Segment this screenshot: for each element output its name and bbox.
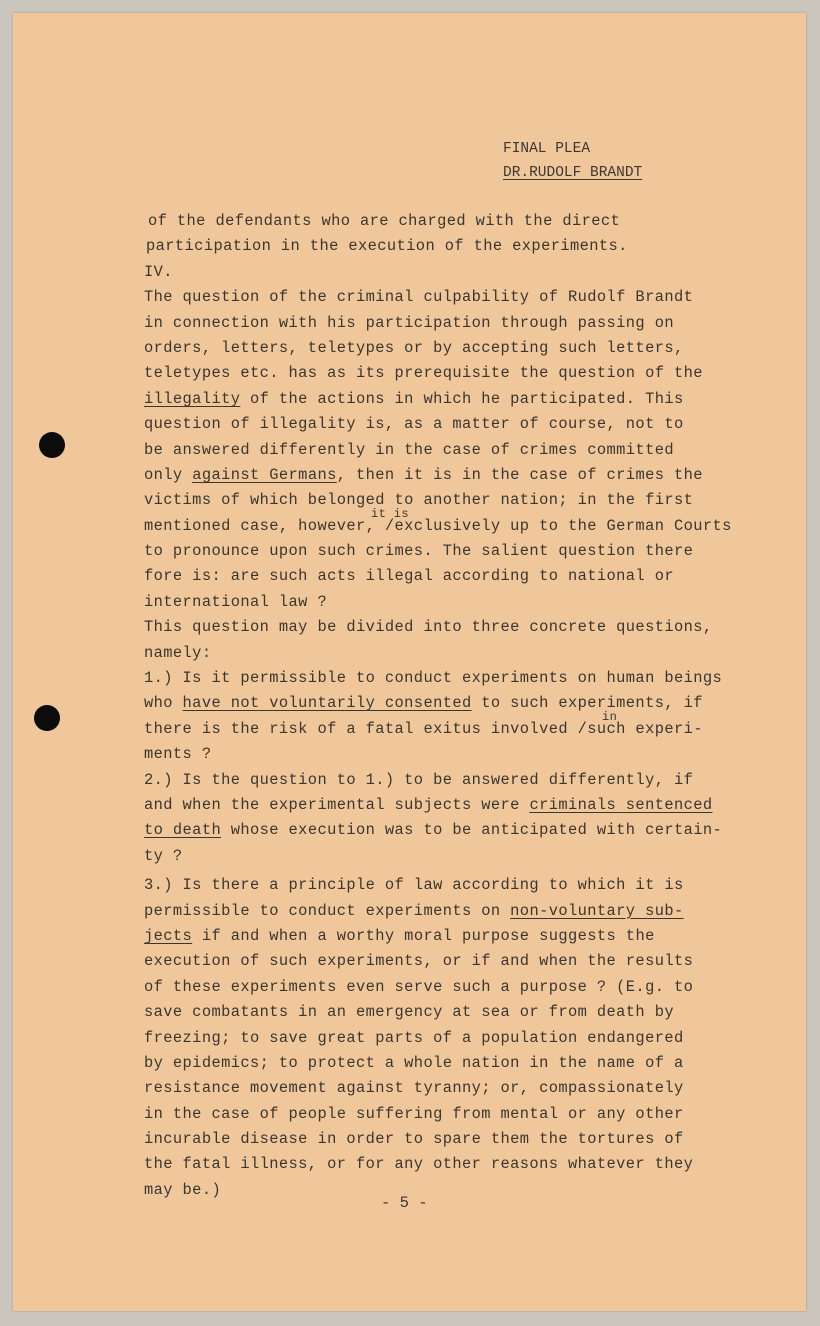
text-line: ty ? (144, 846, 183, 865)
text-line: of the defendants who are charged with the direct (148, 212, 621, 230)
text-line: to death whose execution was to be anticipated with certain- (144, 821, 723, 840)
text-line: namely: (144, 643, 212, 662)
text-line: resistance movement against tyranny; or, compassionately (144, 1079, 684, 1098)
text-line: This question may be divided into three concrete questions, (144, 618, 713, 637)
underlined-term: illegality (144, 389, 241, 408)
punch-hole-upper (39, 432, 65, 458)
document-body (144, 209, 784, 1203)
underlined-term: jects (144, 926, 193, 945)
text-line: question of illegality is, as a matter of course, not to (144, 415, 684, 434)
document-page (13, 13, 806, 1311)
text-line: illegality of the actions in which he participated. This (144, 389, 684, 408)
text-line: it is mentioned case, however, /exclusively up to the German Courts (144, 514, 784, 539)
interlinear-insertion: it is (371, 506, 410, 521)
text-line: jects if and when a worthy moral purpose suggests the (144, 926, 655, 945)
text-line: teletypes etc. has as its prerequisite the question of the (144, 364, 703, 383)
text-line: in the case of people suffering from mental or any other (144, 1104, 684, 1123)
text-line: may be.) (144, 1180, 222, 1199)
text-line: international law ? (144, 592, 328, 611)
text-line: incurable disease in order to spare them the tortures of (144, 1130, 684, 1149)
text-line: execution of such experiments, or if and when the results (144, 952, 694, 971)
text-line: ments ? (144, 745, 212, 764)
underlined-term: to death (144, 821, 222, 840)
text-line: permissible to conduct experiments on non-voluntary sub- (144, 901, 684, 920)
text-line: in there is the risk of a fatal exitus involved /such experi- (144, 717, 784, 742)
text-line: in connection with his participation through passing on (144, 313, 674, 332)
text-line: to pronounce upon such crimes. The salient question there (144, 542, 694, 561)
text-line: orders, letters, teletypes or by accepting such letters, (144, 338, 684, 357)
text-line: only against Germans, then it is in the case of crimes the (144, 465, 703, 484)
text-line: participation in the execution of the experiments. (146, 237, 628, 256)
text-line: by epidemics; to protect a whole nation in the name of a (144, 1053, 684, 1072)
text-line: freezing; to save great parts of a population endangered (144, 1028, 684, 1047)
text-line: The question of the criminal culpability of Rudolf Brandt (144, 288, 694, 307)
text-line: be answered differently in the case of crimes committed (144, 440, 674, 459)
underlined-term: criminals sentenced (529, 795, 713, 814)
underlined-term: non-voluntary sub- (510, 901, 684, 920)
text-line: the fatal illness, or for any other reasons whatever they (144, 1155, 694, 1174)
text-line: fore is: are such acts illegal according to national or (144, 567, 674, 586)
text-line: and when the experimental subjects were criminals sentenced (144, 795, 713, 814)
text-line: who have not voluntarily consented to such experiments, if (144, 694, 703, 713)
underlined-term: against Germans (192, 465, 337, 484)
header-defendant: DR.RUDOLF BRANDT (503, 165, 643, 181)
interlinear-insertion: in (602, 709, 618, 724)
text-line: 2.) Is the question to 1.) to be answered differently, if (144, 770, 694, 789)
page-header (503, 137, 642, 185)
section-heading: IV. (144, 262, 173, 281)
underlined-term: have not voluntarily consented (182, 694, 472, 713)
punch-hole-lower (34, 705, 60, 731)
text-line: victims of which belonged to another nation; in the first (144, 491, 694, 510)
text-line: save combatants in an emergency at sea or from death by (144, 1003, 674, 1022)
text-line: 3.) Is there a principle of law according to which it is (144, 876, 684, 895)
text-line: 1.) Is it permissible to conduct experiments on human beings (144, 669, 723, 688)
page-number: - 5 - (381, 1194, 428, 1212)
text-line: of these experiments even serve such a purpose ? (E.g. to (144, 977, 694, 996)
header-title: FINAL PLEA (503, 141, 591, 157)
